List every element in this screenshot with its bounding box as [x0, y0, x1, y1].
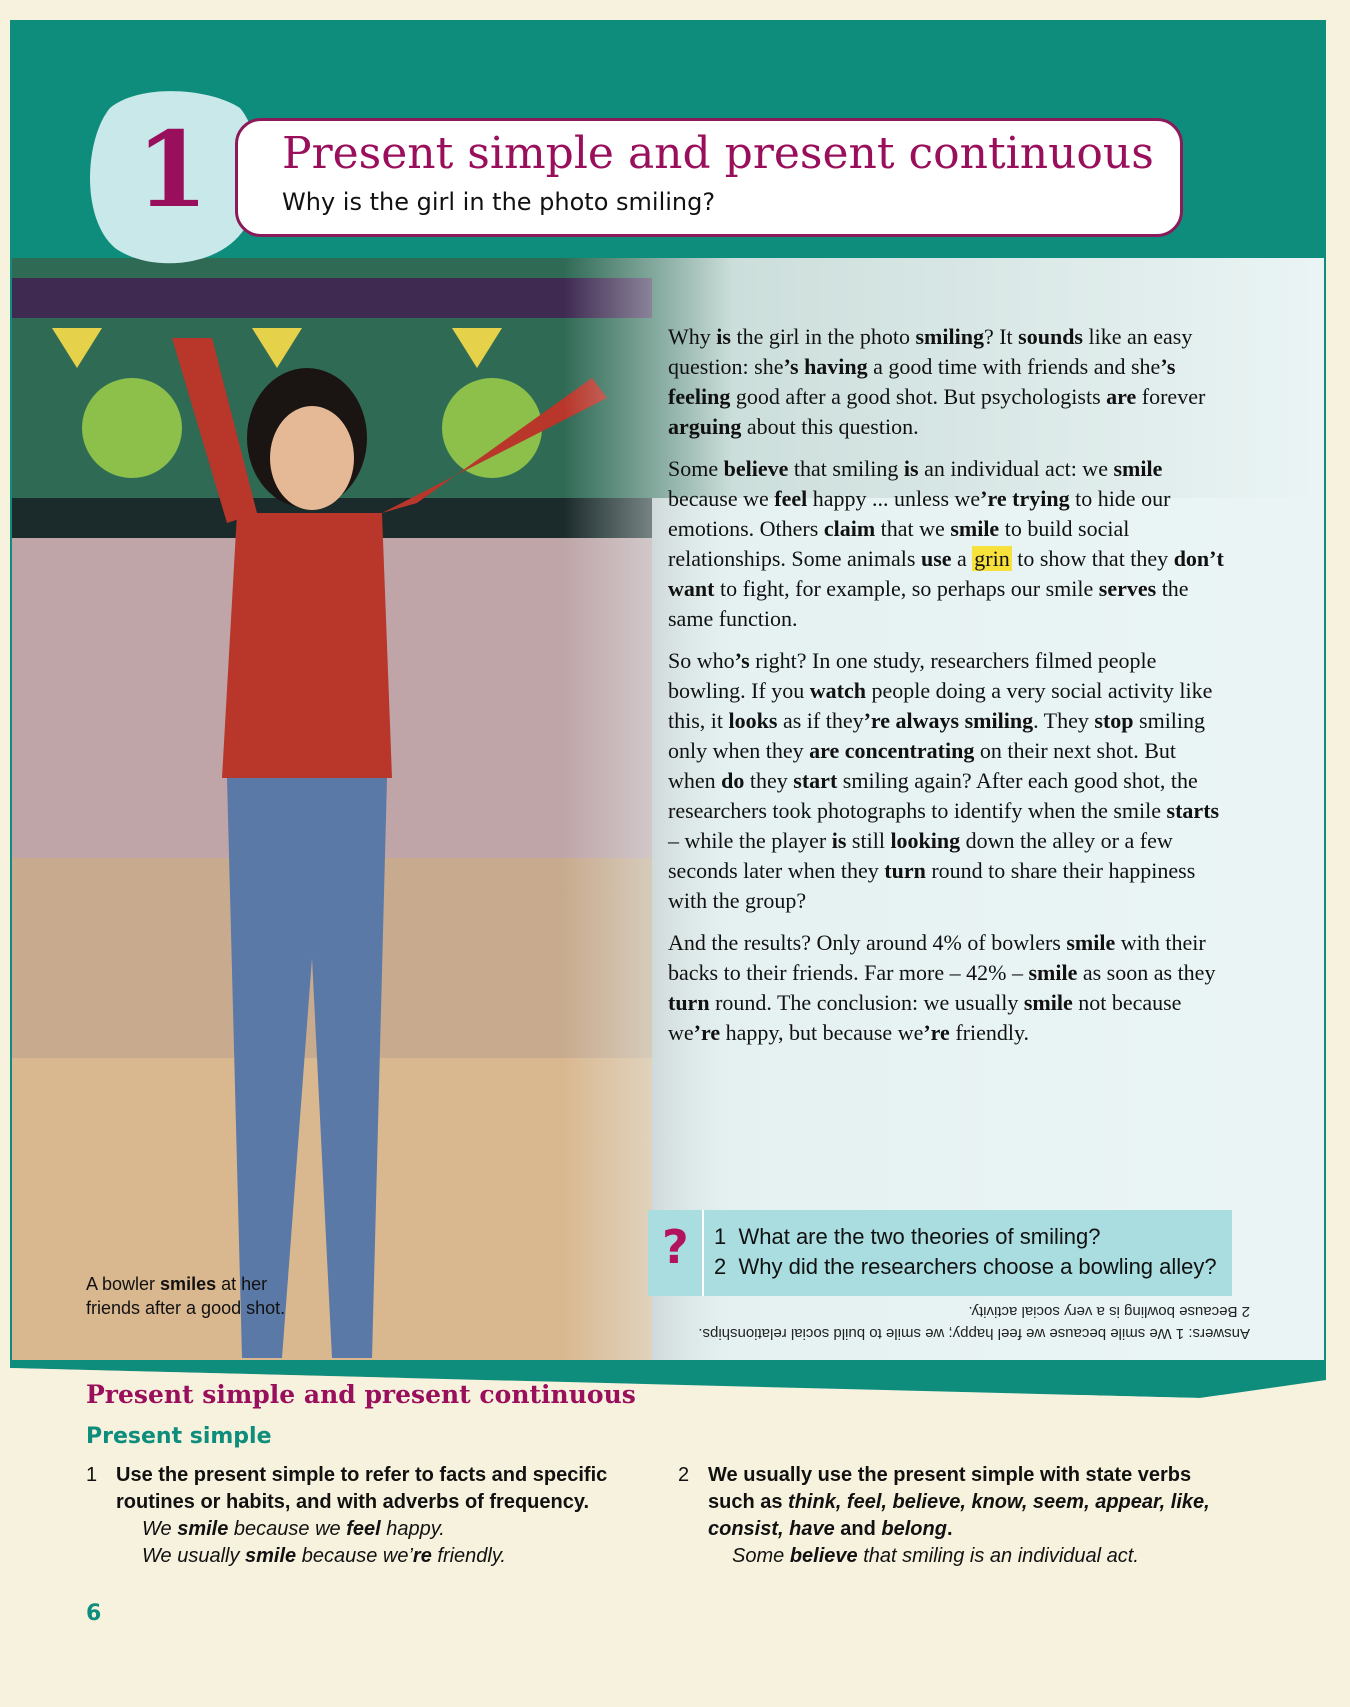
- page-title: Present simple and present continuous: [282, 128, 1154, 179]
- state-verbs-list: think, feel, believe, know, seem, appear, like, consist, have: [708, 1491, 1210, 1540]
- text-run: like an easy question: she: [668, 324, 1193, 379]
- text-run: because we: [668, 486, 775, 511]
- question-text: What are the two theories of smiling?: [738, 1224, 1101, 1249]
- caption-bold-word: smiles: [160, 1274, 217, 1294]
- rule-example: [142, 1543, 506, 1570]
- bold-verb: smile: [1028, 960, 1078, 985]
- grammar-rule-1: [86, 1462, 616, 1572]
- text-run: smiling only when they: [668, 708, 1206, 763]
- question-list: [714, 1222, 1217, 1282]
- bold-verb: believe: [789, 1545, 858, 1567]
- rule-text: [708, 1462, 1238, 1543]
- rule-example: [142, 1516, 445, 1543]
- rule-example: [732, 1543, 1139, 1570]
- rule-number: 2: [678, 1464, 690, 1486]
- question-divider: [702, 1210, 704, 1296]
- text-run: right? In one study, researchers filmed people bowling. If you: [668, 648, 1157, 703]
- text-run: We: [142, 1518, 178, 1540]
- bold-verb: turn: [884, 858, 926, 883]
- bold-verb: ’re always smiling: [863, 708, 1034, 733]
- text-run: as soon as they: [1077, 960, 1216, 985]
- text-run: And the results? Only around 4% of bowlers: [668, 930, 1067, 955]
- unit-number: 1: [136, 108, 209, 231]
- bold-verb: do: [721, 768, 745, 793]
- page-number: 6: [86, 1601, 102, 1626]
- grammar-section-title: Present simple and present continuous: [86, 1380, 636, 1409]
- bold-verb: smile: [1113, 456, 1163, 481]
- bold-verb: looking: [890, 828, 961, 853]
- text-run: because we: [228, 1518, 347, 1540]
- bold-verb: ’re: [923, 1020, 950, 1045]
- caption-text-end: at her friends after a good shot.: [86, 1274, 286, 1318]
- text-run: a: [951, 546, 973, 571]
- photo-caption: [86, 1272, 326, 1320]
- text-run: that we: [875, 516, 951, 541]
- rule-text-start: We usually use the present simple with state verbs such as: [708, 1464, 1192, 1513]
- bold-verb: ’s having: [783, 354, 868, 379]
- caption-text: A bowler: [86, 1274, 161, 1294]
- text-run: We usually: [142, 1545, 246, 1567]
- article-paragraph: [668, 454, 1228, 634]
- text-run: Some: [668, 456, 724, 481]
- bold-verb: use: [920, 546, 952, 571]
- question-text: Why did the researchers choose a bowling alley?: [738, 1254, 1217, 1279]
- grammar-rule-2: [678, 1462, 1238, 1572]
- text-run: to fight, for example, so perhaps our smile: [714, 576, 1099, 601]
- article-paragraph: [668, 322, 1228, 442]
- bold-verb: turn: [668, 990, 710, 1015]
- bold-verb: ’s feeling: [668, 354, 1176, 409]
- bold-verb: smile: [245, 1545, 297, 1567]
- text-run: ? It: [983, 324, 1019, 349]
- text-run: because we’: [296, 1545, 413, 1567]
- text-run: they: [744, 768, 794, 793]
- bold-verb: are: [1106, 384, 1137, 409]
- text-run: So who: [668, 648, 735, 673]
- text-run: a good time with friends and she: [867, 354, 1161, 379]
- state-verb-belong: belong: [881, 1518, 947, 1540]
- text-run: an individual act: we: [918, 456, 1114, 481]
- text-run: round. The conclusion: we usually: [709, 990, 1024, 1015]
- bold-verb: ’s: [734, 648, 750, 673]
- question-box: [648, 1210, 1232, 1296]
- text-run: to hide our emotions. Others: [668, 486, 1171, 541]
- question-number: 1: [714, 1224, 727, 1249]
- bold-verb: is: [716, 324, 731, 349]
- rule-text-end: .: [946, 1518, 953, 1540]
- text-run: happy ... unless we: [807, 486, 981, 511]
- bold-verb: smiling: [915, 324, 984, 349]
- bold-verb: smile: [1066, 930, 1116, 955]
- rule-text-mid: and: [834, 1518, 882, 1540]
- article-paragraph: [668, 646, 1228, 916]
- rule-text: Use the present simple to refer to facts and specific routines or habits, and with adverbs of frequency.: [116, 1464, 608, 1513]
- bold-verb: looks: [728, 708, 778, 733]
- bold-verb: don’t want: [668, 546, 1224, 601]
- bold-verb: smile: [1023, 990, 1073, 1015]
- page-subtitle: Why is the girl in the photo smiling?: [282, 188, 716, 216]
- bold-verb: start: [793, 768, 838, 793]
- bold-verb: ’re: [693, 1020, 721, 1045]
- text-run: friendly.: [431, 1545, 506, 1567]
- text-run: Why: [668, 324, 717, 349]
- text-run: forever: [1136, 384, 1206, 409]
- text-run: smiling again? After each good shot, the researchers took photographs to identify when the smile: [668, 768, 1198, 823]
- text-run: that smiling is an individual act.: [857, 1545, 1139, 1567]
- rule-number: 1: [86, 1464, 98, 1486]
- text-run: round to share their happiness with the group?: [668, 858, 1196, 913]
- bold-verb: starts: [1166, 798, 1220, 823]
- question-item: [714, 1252, 1217, 1282]
- text-run: on their next shot. But when: [668, 738, 1176, 793]
- text-run: still: [846, 828, 891, 853]
- bold-verb: is: [831, 828, 847, 853]
- text-run: people doing a very social activity like this, it: [668, 678, 1213, 733]
- text-run: not because we: [668, 990, 1182, 1045]
- bold-verb: watch: [809, 678, 866, 703]
- text-run: the girl in the photo: [730, 324, 916, 349]
- upside-down-answers: Answers: 1 We smile because we feel happy; we smile to build social relationships. 2 Because bowling is a very social activity.: [698, 1303, 1250, 1342]
- question-item: [714, 1222, 1217, 1252]
- bold-verb: feel: [346, 1518, 381, 1540]
- text-run: . They: [1033, 708, 1095, 733]
- text-run: as if they: [777, 708, 864, 733]
- bold-verb: feel: [774, 486, 808, 511]
- bold-verb: re: [412, 1545, 432, 1567]
- text-run: with their backs to their friends. Far more – 42% –: [668, 930, 1206, 985]
- bold-verb: claim: [823, 516, 876, 541]
- question-number: 2: [714, 1254, 727, 1279]
- text-run: the same function.: [668, 576, 1189, 631]
- article-text: [668, 322, 1228, 1060]
- grammar-subsection-title: Present simple: [86, 1424, 272, 1449]
- text-run: down the alley or a few seconds later when they: [668, 828, 1173, 883]
- bold-verb: serves: [1098, 576, 1157, 601]
- bold-verb: smile: [950, 516, 1000, 541]
- text-run: – while the player: [668, 828, 832, 853]
- question-mark-icon: ?: [662, 1220, 689, 1274]
- highlighted-word: grin: [974, 546, 1010, 571]
- bold-verb: smile: [177, 1518, 229, 1540]
- text-run: about this question.: [741, 414, 919, 439]
- text-run: happy, but because we: [720, 1020, 924, 1045]
- text-run: Some: [732, 1545, 790, 1567]
- article-paragraph: [668, 928, 1228, 1048]
- bold-verb: is: [903, 456, 919, 481]
- text-run: that smiling: [788, 456, 904, 481]
- bold-verb: sounds: [1018, 324, 1083, 349]
- text-run: to build social relationships. Some animals: [668, 516, 1130, 571]
- bold-verb: stop: [1094, 708, 1134, 733]
- bold-verb: are concentrating: [809, 738, 975, 763]
- text-run: friendly.: [949, 1020, 1030, 1045]
- bold-verb: believe: [723, 456, 789, 481]
- bold-verb: ’re trying: [980, 486, 1070, 511]
- text-run: good after a good shot. But psychologists: [730, 384, 1107, 409]
- bold-verb: arguing: [668, 414, 742, 439]
- text-run: to show that they: [1011, 546, 1174, 571]
- text-run: happy.: [380, 1518, 445, 1540]
